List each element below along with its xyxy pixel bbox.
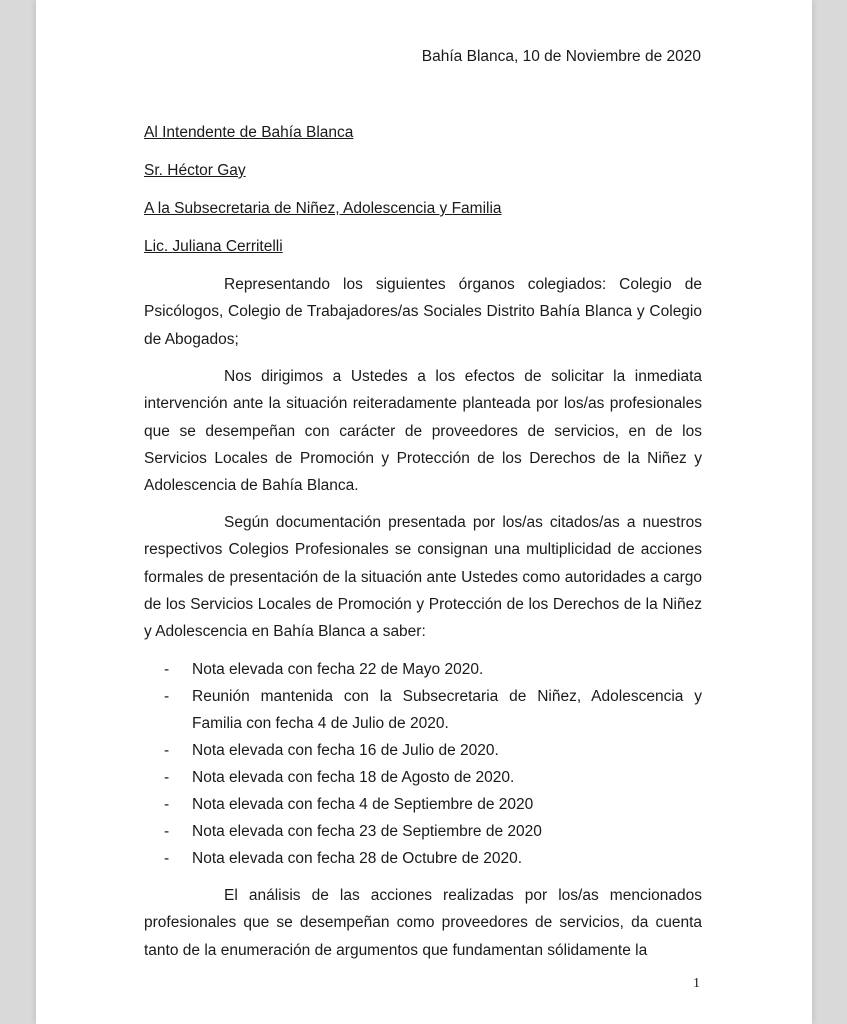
actions-list: [164, 656, 702, 872]
document-page: [36, 0, 812, 1024]
list-dash: -: [164, 661, 170, 678]
list-dash: -: [164, 769, 170, 786]
list-item: - Nota elevada con fecha 18 de Agosto de 2020.: [164, 764, 702, 791]
list-dash: -: [164, 742, 170, 759]
list-item: - Nota elevada con fecha 4 de Septiembre de 2020: [164, 791, 702, 818]
recipient-name-2: Lic. Juliana Cerritelli: [144, 238, 283, 255]
date-line: Bahía Blanca, 10 de Noviembre de 2020: [421, 48, 701, 65]
list-dash: -: [164, 823, 170, 840]
list-dash: -: [164, 850, 170, 867]
recipient-name-1: Sr. Héctor Gay: [144, 162, 246, 179]
list-dash: -: [164, 796, 170, 813]
list-item: - Nota elevada con fecha 28 de Octubre de 2020.: [164, 845, 702, 872]
paragraph-1: Representando los siguientes órganos colegiados: Colegio de Psicólogos, Colegio de Trabajadores/as Sociales Distrito Bahía Blanca y Colegio de Abogados;: [144, 276, 702, 348]
list-item: - Nota elevada con fecha 16 de Julio de 2020.: [164, 737, 702, 764]
recipient-intendente: Al Intendente de Bahía Blanca: [144, 124, 354, 141]
list-dash: -: [164, 688, 170, 705]
list-item: - Nota elevada con fecha 22 de Mayo 2020.: [164, 656, 702, 683]
recipient-subsecretaria: A la Subsecretaria de Niñez, Adolescencia y Familia: [144, 200, 502, 217]
paragraph-4: El análisis de las acciones realizadas por los/as mencionados profesionales que se desempeñan como proveedores de servicios, da cuenta tanto de la enumeración de argumentos que fundamentan sólidamente la: [144, 887, 702, 959]
list-item: - Reunión mantenida con la Subsecretaria de Niñez, Adolescencia y Familia con fecha 4 de Julio de 2020.: [164, 683, 702, 737]
paragraph-3: Según documentación presentada por los/as citados/as a nuestros respectivos Colegios Profesionales se consignan una multiplicidad de acciones formales de presentación de la situación ante Ustedes como autoridades a cargo de los Servicios Locales de Promoción y Protección de los Derechos de la Niñez y Adolescencia en Bahía Blanca a saber:: [144, 514, 702, 641]
list-item: - Nota elevada con fecha 23 de Septiembre de 2020: [164, 818, 702, 845]
page-number: 1: [693, 976, 700, 991]
paragraph-2: Nos dirigimos a Ustedes a los efectos de solicitar la inmediata intervención ante la situación reiteradamente planteada por los/as profesionales que se desempeñan con carácter de proveedores de servicios, en de los Servicios Locales de Promoción y Protección de los Derechos de la Niñez y Adolescencia de Bahía Blanca.: [144, 368, 702, 495]
